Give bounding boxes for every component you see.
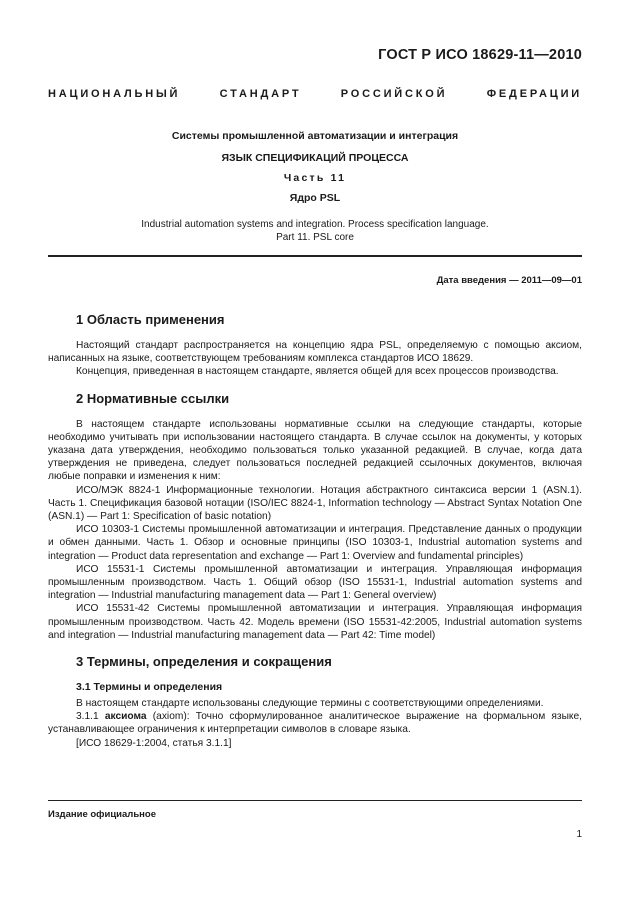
term-definition <box>48 710 582 736</box>
section-3-heading: 3 Термины, определения и сокращения <box>76 654 332 670</box>
introduction-date: Дата введения — 2011—09—01 <box>436 275 582 286</box>
title-block <box>48 130 582 244</box>
national-standard-banner: НАЦИОНАЛЬНЫЙ СТАНДАРТ РОССИЙСКОЙ ФЕДЕРАЦИИ <box>48 88 582 100</box>
title-series: Системы промышленной автоматизации и интеграция <box>171 130 459 142</box>
document-code: ГОСТ Р ИСО 18629-11—2010 <box>378 47 582 63</box>
normative-reference: ИСО 15531-1 Системы промышленной автоматизации и интеграция. Управляющая информация промышленным производством. Часть 1. Общий обзор (ISO 15531-1, Industrial automation systems and integration — Industrial manufacturing management data — Part 1: General overview) <box>48 563 582 602</box>
title-part: Часть 11 <box>283 172 347 184</box>
section-1-paragraph: Настоящий стандарт распространяется на концепцию ядра PSL, определяемую с помощью аксиом, написанных на языке, соответствующем требованиям комплекса стандартов ИСО 18629. <box>48 340 582 365</box>
title-name: Ядро PSL <box>289 192 341 204</box>
document-body <box>48 312 582 750</box>
title-language: ЯЗЫК СПЕЦИФИКАЦИЙ ПРОЦЕССА <box>221 152 409 164</box>
title-english-line2: Part 11. PSL core <box>276 232 354 243</box>
section-2-paragraph: В настоящем стандарте использованы нормативные ссылки на следующие стандарты, которые необходимо учитывать при использовании настоящего стандарта. В случае ссылок на документы, у которых указана дата утверждения, необходимо пользоваться только указанной редакцией. В случае, когда дата утверждения не приведена, следует пользоваться последней редакцией ссылочных документов, включая любые поправки и изменения к ним: <box>48 418 582 483</box>
section-1-heading: 1 Область применения <box>76 312 225 327</box>
term-reference: [ИСО 18629-1:2004, статья 3.1.1] <box>76 737 232 749</box>
footer-divider <box>48 800 582 801</box>
normative-reference: ИСО 15531-42 Системы промышленной автоматизации и интеграция. Управляющая информация промышленным производством. Часть 42. Модель времени (ISO 15531-42:2005, Industrial automation systems and integration — Industrial manufacturing management data — Part 42: Time model) <box>48 603 582 641</box>
normative-reference: ИСО 10303-1 Системы промышленной автоматизации и интеграция. Представление данных о продукции и обмен данными. Часть 1. Обзор и основные принципы (ISO 10303-1, Industrial automation systems and integration — Product data representation and exchange — Part 1: Overview and fundamental principles) <box>48 524 582 562</box>
term-name: аксиома <box>104 711 147 723</box>
header-divider <box>48 255 582 257</box>
page-number: 1 <box>576 829 582 840</box>
section-2-heading: 2 Нормативные ссылки <box>76 390 230 406</box>
official-edition-label: Издание официальное <box>48 809 156 820</box>
section-3-paragraph: В настоящем стандарте использованы следующие термины с соответствующими определениями. <box>76 698 544 710</box>
title-english-line1: Industrial automation systems and integration. Process specification language. <box>141 219 489 230</box>
subsection-3-1-heading: 3.1 Термины и определения <box>76 681 223 694</box>
term-number: 3.1.1 <box>76 711 105 723</box>
normative-reference: ИСО/МЭК 8824-1 Информационные технологии. Нотация абстрактного синтаксиса версии 1 (ASN.1). Часть 1. Спецификация базовой нотации (ISO/IEC 8824-1, Information technology — Abstract Syntax Notation One (ASN.1) — Part 1: Specification of basic notation) <box>48 484 582 523</box>
term-definition-text: (axiom): Точно сформулированное аналитическое выражение на формальном языке, устанавливающее ограничения к интерпретации символов в словаре языка. <box>48 711 582 736</box>
section-1-paragraph: Концепция, приведенная в настоящем стандарте, является общей для всех процессов производства. <box>76 366 559 378</box>
